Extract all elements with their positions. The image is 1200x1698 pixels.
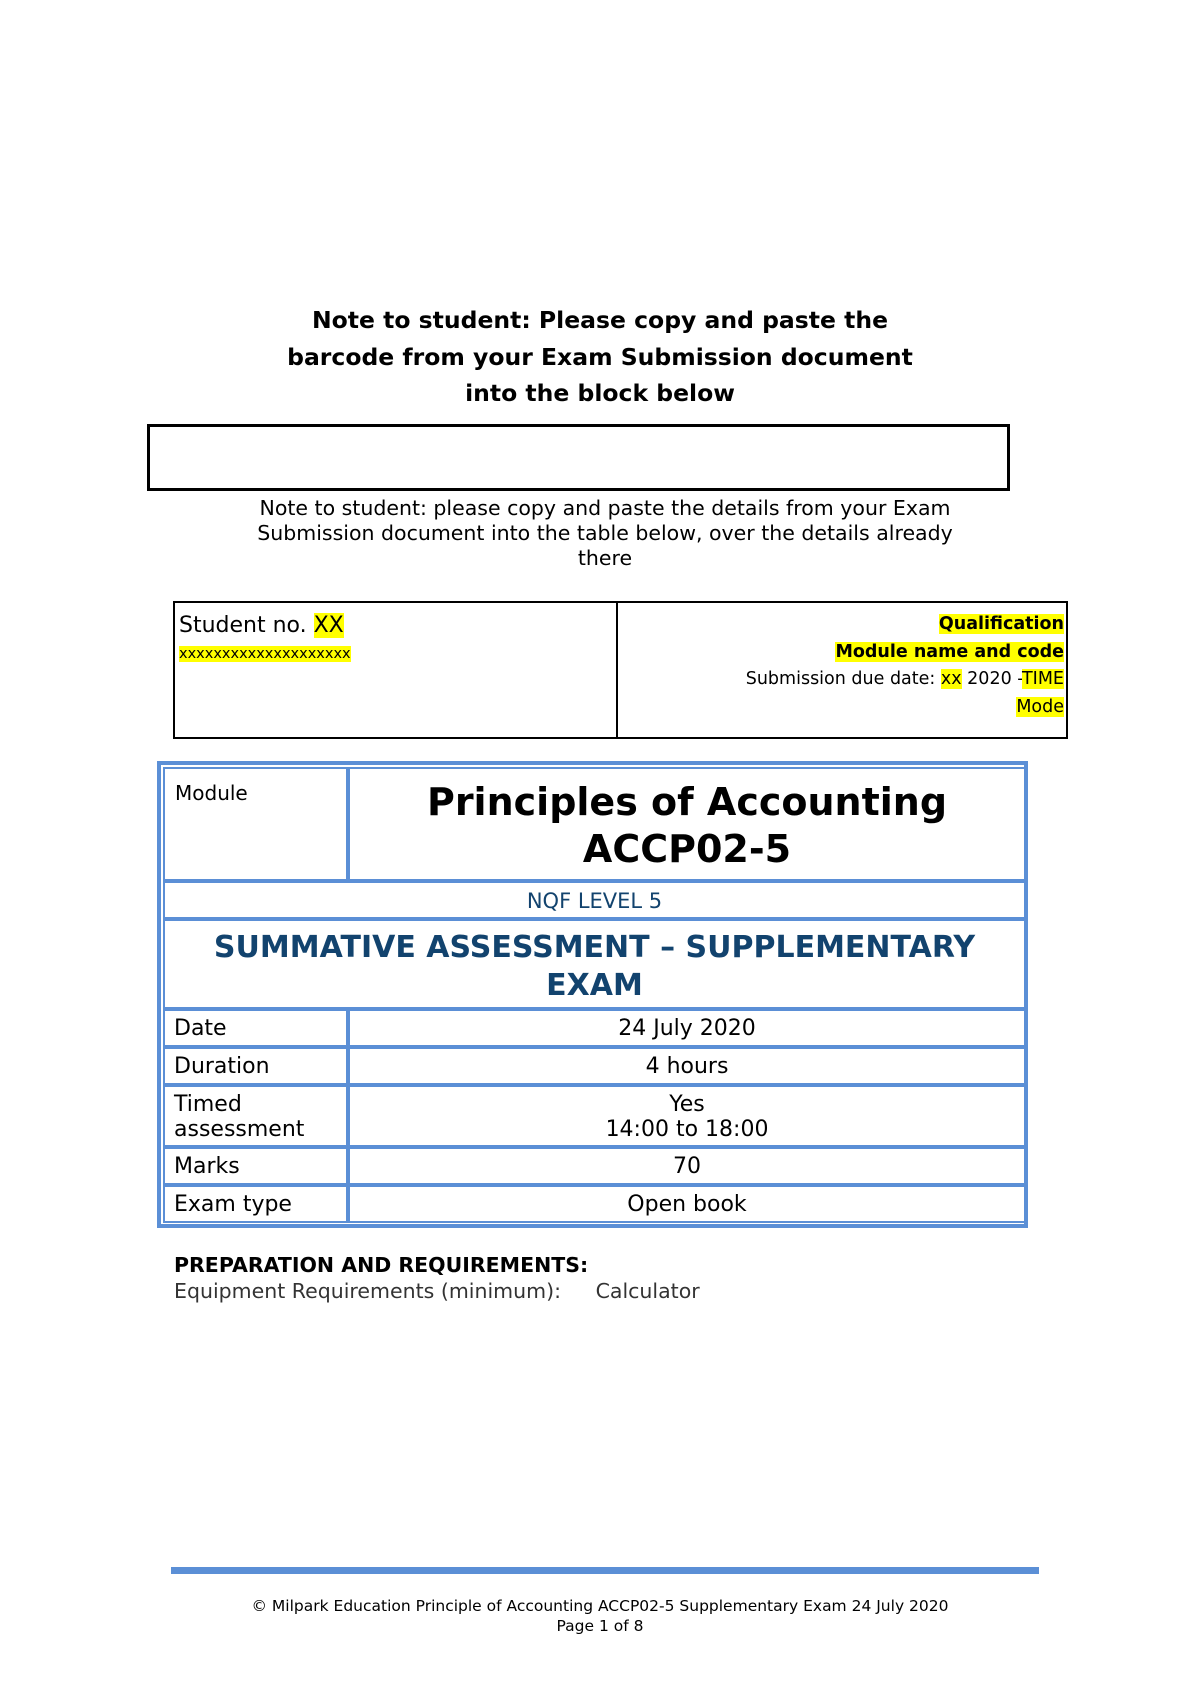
marks-value: 70 — [673, 1154, 701, 1179]
module-label-cell — [163, 767, 348, 881]
module-title-line1: Principles of Accounting — [426, 780, 948, 824]
exam-type-label-cell — [163, 1185, 348, 1223]
date-value-cell — [348, 1009, 1026, 1047]
marks-value-cell — [348, 1147, 1026, 1185]
student-details-left-cell[interactable] — [175, 603, 618, 737]
footer-divider — [171, 1567, 1039, 1574]
timed-value-cell — [348, 1085, 1026, 1147]
footer — [150, 1596, 1050, 1636]
student-details-table — [173, 601, 1068, 739]
submission-due-year: 2020 - — [967, 669, 1022, 689]
equipment-label: Equipment Requirements (minimum): — [174, 1279, 562, 1303]
submission-due-date — [644, 666, 1064, 694]
timed-label-cell — [163, 1085, 348, 1147]
preparation-title: PREPARATION AND REQUIREMENTS: — [174, 1253, 589, 1277]
exam-type-value: Open book — [627, 1192, 747, 1217]
module-name-code-label: Module name and code — [835, 641, 1064, 662]
timed-label-line1: Timed — [174, 1092, 242, 1117]
timed-label — [174, 1092, 304, 1142]
details-note — [180, 496, 1030, 571]
duration-label: Duration — [174, 1054, 270, 1079]
submission-due-time: TIME — [1021, 669, 1064, 689]
barcode-box[interactable] — [147, 424, 1010, 491]
student-number-placeholder-text: xxxxxxxxxxxxxxxxxxxx — [179, 646, 351, 662]
barcode-note — [200, 302, 1000, 412]
marks-label-cell — [163, 1147, 348, 1185]
student-number-placeholder — [179, 645, 351, 664]
date-label: Date — [174, 1016, 227, 1041]
submission-details — [644, 611, 1064, 721]
qualification-label: Qualification — [938, 614, 1064, 634]
module-code: ACCP02-5 — [582, 827, 792, 871]
details-note-line1: Note to student: please copy and paste the details from your Exam — [259, 496, 951, 520]
submission-due-day: xx — [940, 669, 962, 689]
submission-due-label: Submission due date: — [745, 669, 936, 689]
exam-type-label: Exam type — [174, 1192, 292, 1217]
assessment-title-line2: EXAM — [546, 968, 643, 1003]
details-note-line3: there — [577, 546, 633, 570]
details-note-line2: Submission document into the table below, over the details already — [257, 521, 953, 545]
module-info-table — [157, 761, 1028, 1228]
page-number: Page 1 of 8 — [556, 1617, 644, 1635]
duration-value-cell — [348, 1047, 1026, 1085]
timed-label-line2: assessment — [174, 1117, 305, 1142]
barcode-note-line1: Note to student: Please copy and paste the — [311, 306, 889, 334]
equipment-value: Calculator — [595, 1279, 700, 1303]
nqf-cell — [163, 881, 1026, 919]
marks-label: Marks — [174, 1154, 240, 1179]
assessment-title — [165, 929, 1024, 1005]
module-label: Module — [175, 781, 248, 805]
exam-type-value-cell — [348, 1185, 1026, 1223]
date-value: 24 July 2020 — [618, 1016, 756, 1041]
date-label-cell — [163, 1009, 348, 1047]
footer-copyright: © Milpark Education Principle of Accounting ACCP02-5 Supplementary Exam 24 July 2020 — [251, 1597, 949, 1615]
timed-value — [350, 1092, 1024, 1142]
assessment-title-line1: SUMMATIVE ASSESSMENT – SUPPLEMENTARY — [213, 930, 976, 965]
assessment-title-cell — [163, 919, 1026, 1009]
duration-value: 4 hours — [645, 1054, 729, 1079]
timed-value-line1: Yes — [669, 1092, 705, 1117]
student-number — [179, 613, 344, 638]
module-title-cell — [348, 767, 1026, 881]
duration-label-cell — [163, 1047, 348, 1085]
module-title — [350, 779, 1024, 873]
barcode-note-line3: into the block below — [465, 379, 735, 407]
nqf-level: NQF LEVEL 5 — [526, 889, 663, 913]
student-number-code: XX — [313, 613, 344, 638]
preparation-section — [174, 1252, 700, 1304]
student-number-label: Student no. — [179, 613, 307, 638]
equipment-requirements — [174, 1278, 700, 1304]
mode-label: Mode — [1016, 696, 1064, 717]
timed-value-line2: 14:00 to 18:00 — [605, 1117, 769, 1142]
barcode-note-line2: barcode from your Exam Submission document — [287, 342, 913, 371]
